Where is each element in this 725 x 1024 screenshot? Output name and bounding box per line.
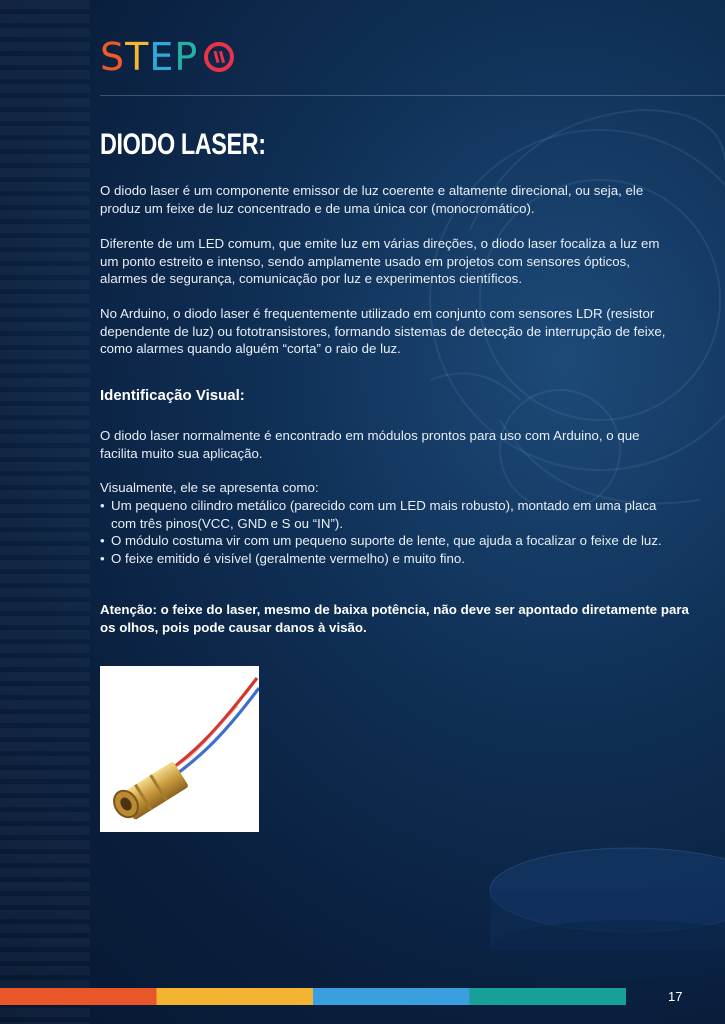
visual-paragraph: O diodo laser normalmente é encontrado em módulos prontos para uso com Arduino, o que facilita muito sua aplicação. (100, 428, 640, 461)
visual-lead-text: Visualmente, ele se apresenta como: (100, 480, 319, 495)
bullet-icon: • (100, 533, 105, 548)
intro-paragraph-3: No Arduino, o diodo laser é frequentemente utilizado em conjunto com sensores LDR (resistor dependente de luz) ou fototransistores, formando sistemas de detecção de interrupção de feixe, como alarmes quando alguém “corta” o raio de luz. (100, 306, 666, 356)
bullet-text: O feixe emitido é visível (geralmente vermelho) e muito fino. (111, 550, 465, 566)
page-number: 17 (668, 989, 683, 1004)
footer-segment-orange (0, 988, 157, 1005)
logo-letter-p: P (174, 35, 199, 79)
page-title: DIODO LASER: (100, 128, 266, 161)
step-logo (100, 36, 236, 78)
footer-segment-yellow (157, 988, 314, 1005)
logo-badge-icon (202, 40, 236, 74)
laser-diode-photo (100, 666, 259, 832)
bullet-text: Um pequeno cilindro metálico (parecido com um LED mais robusto), montado em uma placa com três pinos(VCC, GND e S ou “IN”). (111, 498, 657, 531)
laser-diode-module-icon (100, 666, 259, 832)
intro-paragraph-1: O diodo laser é um componente emissor de luz coerente e altamente direcional, ou seja, ele produz um feixe de luz concentrado e de uma única cor (monocromático). (100, 183, 644, 216)
intro-paragraph-2: Diferente de um LED comum, que emite luz em várias direções, o diodo laser focaliza a luz em um ponto estreito e intenso, sendo amplamente usado em projetos com sensores ópticos, alarmes de segurança, comunicação por luz e experimentos científicos. (100, 236, 660, 286)
bullet-text: O módulo costuma vir com um pequeno suporte de lente, que ajuda a focalizar o feixe de luz. (111, 533, 662, 548)
footer-color-bar (0, 988, 626, 1005)
visual-bullet-list (100, 497, 675, 567)
bullet-icon: • (100, 550, 105, 566)
list-item (100, 497, 675, 532)
safety-warning: Atenção: o feixe do laser, mesmo de baixa potência, não deve ser apontado diretamente para os olhos, pois pode causar danos à visão. (100, 602, 689, 635)
list-item (100, 550, 675, 568)
header-divider (100, 95, 725, 96)
list-item (100, 532, 675, 550)
bullet-icon: • (100, 498, 105, 513)
visual-identification-heading: Identificação Visual: (100, 387, 245, 404)
logo-letter-t: T (125, 35, 150, 79)
logo-letter-s: S (100, 35, 126, 79)
logo-letter-e: E (149, 35, 175, 79)
footer-segment-teal (470, 988, 627, 1005)
footer-segment-blue (313, 988, 470, 1005)
